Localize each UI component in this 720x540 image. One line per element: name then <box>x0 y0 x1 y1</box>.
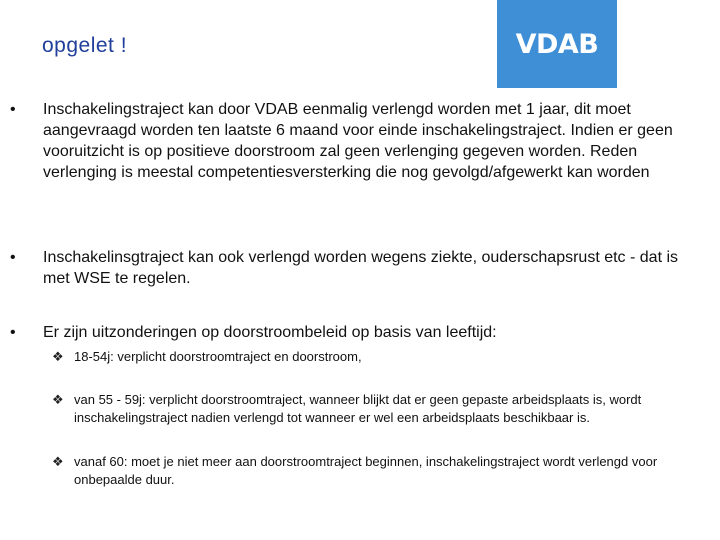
logo-text: VDAB <box>515 28 599 60</box>
diamond-bullet-icon: ❖ <box>52 393 64 408</box>
bullet-dot-icon: • <box>10 324 16 341</box>
bullet-text: Er zijn uitzonderingen op doorstroombeleid op basis van leeftijd: <box>43 324 497 341</box>
bullet-dot-icon: • <box>10 249 16 266</box>
diamond-bullet-icon: ❖ <box>52 350 64 365</box>
sub-bullet-text: van 55 - 59j: verplicht doorstroomtraject, wanneer blijkt dat er geen gepaste arbeidsplaats is, wordt inschakelingstraject nadien verlengd tot wanneer er wel een arbeidsplaats beschikbaar is. <box>74 392 642 425</box>
sub-bullet-text: vanaf 60: moet je niet meer aan doorstroomtraject beginnen, inschakelingstraject wordt verlengd voor onbepaalde duur. <box>74 454 658 487</box>
bullet-dot-icon: • <box>10 101 16 118</box>
slide-title: opgelet ! <box>42 34 128 57</box>
diamond-bullet-icon: ❖ <box>52 455 64 470</box>
bullet-text: Inschakelingstraject kan door VDAB eenmalig verlengd worden met 1 jaar, dit moet aangevraagd worden ten laatste 6 maand voor einde inschakelingstraject. Indien er geen vooruitzicht is op positieve doorstroom zal geen verlenging gegeven worden. Reden verlenging is meestal competentiesversterking die nog gevolgd/afgewerkt kan worden <box>43 101 673 181</box>
bullet-text: Inschakelinsgtraject kan ook verlengd worden wegens ziekte, ouderschapsrust etc - dat is met WSE te regelen. <box>43 249 679 287</box>
sub-bullet-text: 18-54j: verplicht doorstroomtraject en doorstroom, <box>74 349 362 364</box>
vdab-logo <box>497 0 617 88</box>
